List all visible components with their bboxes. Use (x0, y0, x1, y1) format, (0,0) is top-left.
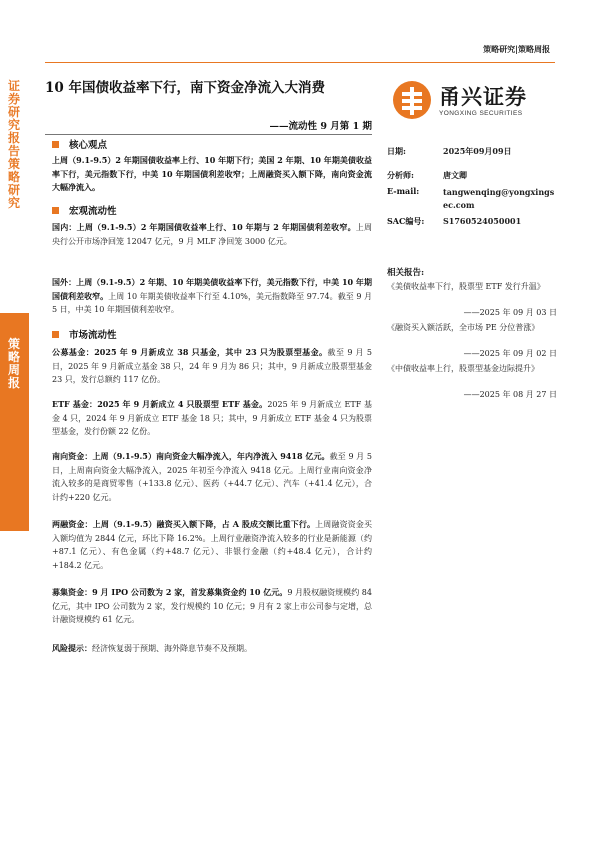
macro-foreign-paragraph: 国外：上周（9.1-9.5）2 年期、10 年期美债收益率下行，美元指数下行，中美 10 年期国债利差收窄。上周 10 年期美债收益率下行至 4.10%，美元指数降至 97.74。截至 9 月 5 日，中美 10 年期国债利差收窄。 (52, 277, 372, 315)
related-report-date: ——2025 年 08 月 27 日 (463, 390, 557, 399)
market-paragraph-fundraising: 募集资金：9 月 IPO 公司数为 2 家，首发募集资金约 10 亿元。9 月股权融资规模约 84 亿元，其中 IPO 公司数为 2 家，发行规模约 10 亿元；9 月有 2 家上市公司参与定增，总计融资规模约 61 亿元。 (52, 587, 372, 625)
core-view-text: 上周（9.1-9.5）2 年期国债收益率上行、10 年期下行；美国 2 年期、10 年期美债收益率下行，美元指数下行，中美 10 年期国债利差收窄；上周融资买入额下降，南向资金流大幅净流入。 (52, 155, 372, 193)
related-report-title[interactable]: 《融资买入额活跃，全市场 PE 分位普涨》 (387, 323, 540, 332)
market-paragraph-public-funds: 公募基金：2025 年 9 月新成立 38 只基金，其中 23 只为股票型基金。截至 9 月 5 日，2025 年 9 月新成立基金 38 只，24 年 9 月为 86 只；其中，9 月新成立股票型基金 23 只，发行总额约 117 亿份。 (52, 347, 372, 385)
section-bullet-icon (52, 141, 59, 148)
logo-english-name: YONGXING SECURITIES (439, 110, 523, 117)
report-category-tag: 策略研究|策略周报 (483, 44, 550, 54)
sidebar-vertical-label: 证券研究报告 策略研究 (7, 79, 20, 210)
report-title: 10 年国债收益率下行，南下资金净流入大消费 (45, 80, 325, 96)
related-reports-heading: 相关报告: (387, 268, 425, 278)
subtitle-divider (45, 134, 372, 135)
analyst-name: 唐文卿 (443, 170, 467, 180)
date-value: 2025年09月09日 (443, 146, 512, 156)
market-paragraph-etf: ETF 基金：2025 年 9 月新成立 4 只股票型 ETF 基金。2025 年 9 月新成立 ETF 基金 4 只，2024 年 9 月新成立 ETF 基金 18 只；其中，9 月新成立 ETF 基金 4 只为股票型基金，发行份额 22 亿份。 (52, 399, 373, 437)
related-report-title[interactable]: 《美债收益率下行，股票型 ETF 发行升温》 (387, 282, 545, 291)
market-paragraph-margin: 两融资金：上周（9.1-9.5）融资买入额下降，占 A 股成交额比重下行。上周融资资金买入额均值为 2844 亿元，环比下降 16.2%。上周行业融资净流入较多的行业是新能源（约+87.1 亿元）、有色金属（约+48.7 亿元）、非银行金融（约+48.4 亿元），合计约+184.2 亿元。 (52, 519, 372, 570)
email-link[interactable]: tangwenqing@yongxingsec.com (443, 187, 555, 210)
logo-mark-icon (393, 81, 431, 119)
sidebar-block-label: 策略周报 (7, 337, 20, 390)
sac-label: SAC编号: (387, 216, 425, 226)
header-divider (45, 62, 555, 63)
related-report-date: ——2025 年 09 月 03 日 (463, 308, 557, 317)
macro-domestic-paragraph: 国内：上周（9.1-9.5）2 年期国债收益率上行、10 年期与 2 年期国债利差收窄。上周央行公开市场净回笼 12047 亿元，9 月 MLF 净回笼 3000 亿元。 (52, 222, 373, 246)
logo-chinese-name: 甬兴证券 (439, 85, 527, 109)
market-paragraph-southbound: 南向资金：上周（9.1-9.5）南向资金大幅净流入，年内净流入 9418 亿元。截至 9 月 5 日，上周南向资金大幅净流入，2025 年初至今净流入 9418 亿元。上周行业南向资金净流入较多的是商贸零售（+133.8 亿元）、医药（+44.7 亿元）、汽车（+41.4 亿元），合计约+220 亿元。 (52, 451, 372, 502)
related-report-date: ——2025 年 09 月 02 日 (463, 349, 557, 358)
company-logo (393, 79, 553, 125)
email-label: E-mail: (387, 186, 420, 196)
analyst-info-panel (387, 146, 557, 256)
related-reports (387, 266, 557, 399)
section-heading-core: 核心观点 (52, 137, 107, 151)
risk-warning: 风险提示：经济恢复弱于预期、海外降息节奏不及预期。 (52, 643, 252, 653)
report-subtitle: ——流动性 9 月第 1 期 (269, 121, 372, 132)
section-heading-market: 市场流动性 (52, 327, 117, 341)
related-report-title[interactable]: 《中债收益率上行，股票型基金边际提升》 (387, 364, 539, 373)
section-bullet-icon (52, 331, 59, 338)
sac-number: S1760524050001 (443, 216, 522, 226)
analyst-label: 分析师: (387, 170, 414, 180)
date-label: 日期: (387, 146, 406, 156)
section-bullet-icon (52, 207, 59, 214)
section-heading-macro: 宏观流动性 (52, 203, 117, 217)
